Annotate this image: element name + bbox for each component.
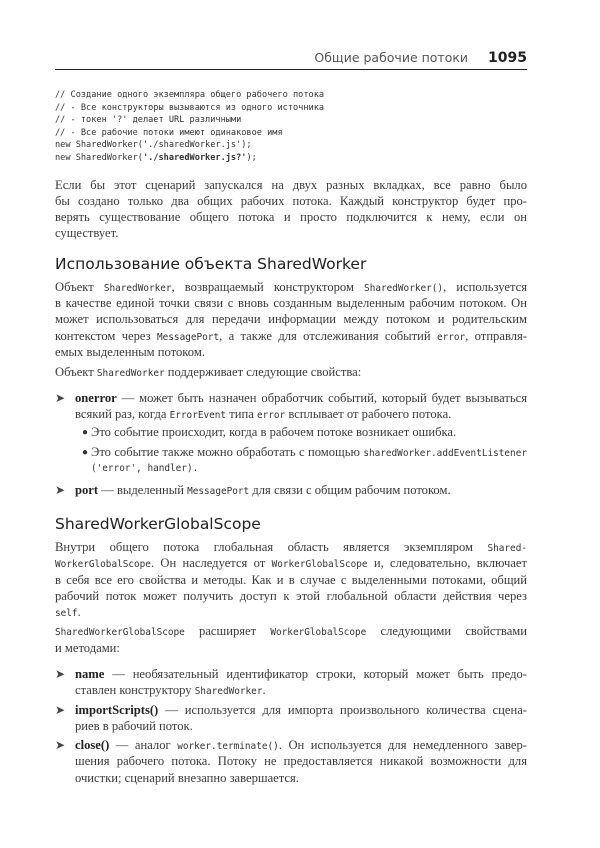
term: onerror xyxy=(75,390,117,405)
paragraph xyxy=(55,279,527,360)
text-line xyxy=(55,555,527,571)
paragraph xyxy=(55,364,527,380)
inline-code: WorkerGlobalScope xyxy=(55,559,151,571)
text-line xyxy=(91,445,527,461)
text-line xyxy=(75,770,527,786)
code-line xyxy=(55,127,527,140)
code-line xyxy=(55,139,527,152)
code-line xyxy=(55,102,527,115)
text-line xyxy=(55,177,527,193)
list-item xyxy=(55,737,527,786)
text-line xyxy=(91,425,527,441)
sub-list-item xyxy=(55,445,527,476)
text-run: верять существование общего потока и просто подключится к нему, если он xyxy=(55,210,527,225)
text-run: // Создание одного экземпляра общего рабочего потока xyxy=(55,90,325,100)
text-run: , отправля- xyxy=(465,328,527,343)
inline-code: MessagePort xyxy=(157,331,220,343)
text-line xyxy=(55,640,527,656)
text-line xyxy=(55,623,527,639)
inline-code: WorkerGlobalScope xyxy=(271,559,368,571)
text-run: — необязательный идентификатор строки, который может быть предо- xyxy=(104,667,527,681)
text-line xyxy=(75,482,527,498)
text-run: рабочий поток может получить доступ к этой глобальной области действия через xyxy=(55,588,527,603)
text-run: поддерживает следующие свойства: xyxy=(164,365,362,380)
text-line xyxy=(75,718,527,734)
text-run: в себя все его свойства и методы. Как и в случае с выделенными потоками, общий xyxy=(55,572,527,587)
text-run: Объект xyxy=(55,365,97,380)
inline-code: ErrorEvent xyxy=(169,409,227,421)
text-run: , а также для отслеживания событий xyxy=(219,328,437,343)
paragraph xyxy=(55,539,527,620)
text-run: Объект xyxy=(55,279,104,294)
text-run: следующими свойствами xyxy=(366,624,527,639)
text-run: . Он наследуется от xyxy=(150,556,272,571)
text-run: Это событие также можно обработать с помощью xyxy=(91,444,364,459)
text-run: . xyxy=(77,605,81,620)
dot-bullet-icon: ● xyxy=(82,446,89,458)
text-run: , возвращаемый конструктором xyxy=(171,279,365,294)
inline-code: SharedWorker() xyxy=(364,282,444,294)
text-line xyxy=(55,572,527,588)
inline-code: SharedWorkerGlobalScope xyxy=(55,627,185,639)
text-run: существует. xyxy=(55,226,119,241)
running-title: Общие рабочие потоки xyxy=(314,50,469,65)
inline-code: error xyxy=(256,409,286,421)
code-line xyxy=(55,89,527,102)
sub-list-item xyxy=(55,425,527,441)
term: port xyxy=(75,482,99,497)
list-item xyxy=(55,390,527,423)
code-line xyxy=(55,152,527,165)
text-run: может использоваться для передачи информации между потоком и родительским xyxy=(55,312,527,327)
arrow-bullet-icon: ➤ xyxy=(55,667,66,681)
text-run: ); xyxy=(246,152,257,163)
text-line xyxy=(55,225,527,241)
arrow-bullet-icon: ➤ xyxy=(55,482,66,497)
text-run: всякий раз, когда xyxy=(75,406,170,421)
text-run: — выделенный xyxy=(98,482,188,497)
text-run: new SharedWorker( xyxy=(55,152,143,163)
text-line xyxy=(55,328,527,344)
inline-code: SharedWorker xyxy=(96,368,165,380)
term: name xyxy=(75,667,105,681)
code-listing xyxy=(55,89,527,165)
text-line xyxy=(75,753,527,769)
text-run: — аналог xyxy=(109,738,178,753)
text-line xyxy=(55,193,527,209)
inline-code: MessagePort xyxy=(187,485,250,497)
text-run: и методами: xyxy=(55,640,120,655)
text-run: всплывает от рабочего потока. xyxy=(285,406,452,421)
inline-code: sharedWorker.addEventListener xyxy=(363,447,527,459)
arrow-bullet-icon: ➤ xyxy=(55,390,66,405)
text-line xyxy=(55,311,527,327)
text-run: расширяет xyxy=(184,624,271,639)
text-run: new SharedWorker('./sharedWorker.js'); xyxy=(55,140,252,151)
text-run: , используется xyxy=(443,279,527,294)
text-line xyxy=(55,539,527,555)
text-run: контекстом через xyxy=(55,328,157,343)
text-run: . Он используется для немедленного завер- xyxy=(278,738,527,753)
text-line xyxy=(55,209,527,225)
term: './sharedWorker.js?' xyxy=(142,152,247,163)
inline-code: error xyxy=(436,331,466,343)
text-run: Внутри общего потока глобальная область является экземпляром xyxy=(55,539,488,554)
text-line xyxy=(55,588,527,604)
list-item xyxy=(55,482,527,498)
text-run: типа xyxy=(226,406,257,421)
arrow-bullet-icon: ➤ xyxy=(55,738,66,753)
paragraph xyxy=(55,623,527,656)
page-body xyxy=(55,70,527,786)
inline-code: SharedWorker xyxy=(103,282,172,294)
arrow-bullet-icon: ➤ xyxy=(55,702,66,717)
list-item xyxy=(55,702,527,735)
text-line xyxy=(55,295,527,311)
text-line xyxy=(55,604,527,620)
text-line xyxy=(55,279,527,295)
text-run: очистки; сценарий внезапно завершается. xyxy=(75,770,299,785)
inline-code: self xyxy=(55,608,78,620)
text-line xyxy=(75,702,527,718)
inline-code: WorkerGlobalScope xyxy=(270,627,367,639)
text-line xyxy=(75,406,527,422)
page-number: 1095 xyxy=(488,49,527,66)
text-run: Если бы этот сценарий запускался на двух разных вкладках, все равно было xyxy=(55,177,527,192)
text-run: // - Все конструкторы вызываются из одного источника xyxy=(55,102,325,113)
text-run: шения рабочего потока. Потоку не предоставляется никакой возможности для xyxy=(75,754,527,769)
text-run: — используется для импорта произвольного количества сцена- xyxy=(158,702,527,717)
text-line xyxy=(75,666,527,682)
term: close() xyxy=(75,738,110,753)
section-heading: SharedWorkerGlobalScope xyxy=(55,514,261,533)
inline-code: ('error', handler). xyxy=(91,463,199,475)
text-run: Это событие происходит, когда в рабочем потоке возникает ошибка. xyxy=(91,425,457,440)
dot-bullet-icon: ● xyxy=(82,427,89,439)
inline-code: worker.terminate() xyxy=(177,741,279,753)
text-line xyxy=(55,364,527,380)
code-line xyxy=(55,114,527,127)
text-run: емых выделенным потоком. xyxy=(55,344,205,359)
inline-code: Shared- xyxy=(487,542,527,554)
text-run: риев в рабочий поток. xyxy=(75,718,193,733)
text-run: ставлен конструктору xyxy=(75,683,195,698)
paragraph xyxy=(55,177,527,242)
text-run: — может быть назначен обработчик событий, который будет вызываться xyxy=(116,390,527,405)
section-heading: Использование объекта SharedWorker xyxy=(55,254,367,273)
text-run: для связи с общим рабочим потоком. xyxy=(249,482,451,497)
term: importScripts() xyxy=(75,702,159,717)
text-run: бы создано только два общих рабочих потока. Каждый конструктор будет про- xyxy=(55,193,527,208)
text-line xyxy=(91,460,527,476)
text-run: в качестве единой точки связи с вновь созданным выделенным рабочим потоком. Он xyxy=(55,296,527,311)
text-line xyxy=(75,737,527,753)
text-line xyxy=(75,682,527,698)
text-line xyxy=(55,344,527,360)
list-item xyxy=(55,666,527,699)
text-run: // - токен '?' делает URL различными xyxy=(55,115,242,126)
running-header xyxy=(55,46,527,70)
text-line xyxy=(75,390,527,406)
text-run: и, следовательно, включает xyxy=(367,556,527,571)
text-run: // - Все рабочие потоки имеют одинаковое имя xyxy=(55,127,283,138)
text-run: . xyxy=(262,683,266,698)
inline-code: SharedWorker xyxy=(194,686,263,698)
